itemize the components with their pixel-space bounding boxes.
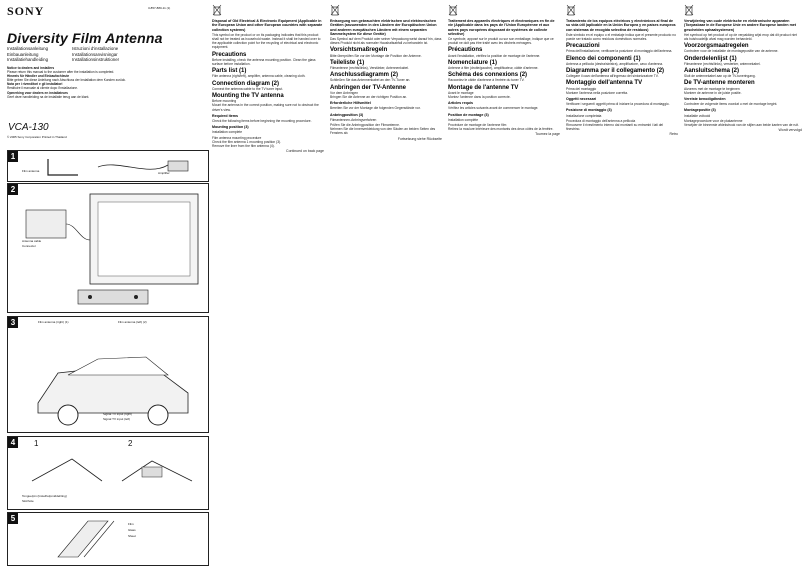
subtitle: Installationsanvisningar bbox=[72, 51, 118, 57]
section-text: Installatie voltooid bbox=[684, 113, 711, 118]
section-heading: Precautions bbox=[212, 51, 247, 58]
body-text: This symbol on the product or on its packaging indicates that this product shall not be treated as household waste. Instead it shall be handed over to the applicable collection point for the recycling of electrical and electronic equipment. bbox=[212, 32, 321, 50]
section-text: Bereiten Sie vor der Montage die folgenden Gegenstände vor. bbox=[330, 106, 421, 111]
figure-step-number: 1 bbox=[34, 439, 39, 448]
section-text: Collegare il cavo dell'antenna all'ingresso del sintonizzatore TV. bbox=[566, 74, 659, 79]
subtitle: Installationsanleitung bbox=[7, 46, 49, 51]
section-heading: Anschlussdiagramm (2) bbox=[330, 72, 399, 79]
text-column-german bbox=[330, 4, 442, 564]
connection-illustration bbox=[20, 190, 206, 308]
liner-removal-illustration bbox=[22, 451, 202, 491]
text-column-italian bbox=[566, 4, 678, 564]
antenna-parts-illustration bbox=[38, 155, 198, 179]
text-column-english bbox=[212, 4, 324, 564]
figure-number: 4 bbox=[8, 437, 18, 448]
figure-4 bbox=[7, 436, 209, 510]
section-text: Vérifiez les articles suivants avant de commencer le montage. bbox=[448, 106, 539, 111]
figure-number: 2 bbox=[8, 184, 18, 195]
figure-caption: Film antenna bbox=[22, 169, 40, 173]
note-text: Restituire il manuale al cliente dopo l'installazione. bbox=[7, 86, 78, 91]
subsection-heading: Anbringposition (3) bbox=[330, 112, 364, 117]
section-heading: Schéma des connexions (2) bbox=[448, 72, 528, 79]
procedure-text: Procédure de montage de l'antenne film Retirez la moulure intérieure des montants des deux côtés de la fenêtre. bbox=[448, 123, 554, 132]
page-continuation: Continued on back page bbox=[286, 149, 324, 154]
section-heading: Precauzioni bbox=[566, 43, 600, 50]
subsection-heading: Articles requis bbox=[448, 101, 473, 106]
note-heading: Hinweis für Händler und Einbaufachleute bbox=[7, 74, 70, 79]
figure-3 bbox=[7, 316, 209, 433]
procedure-text: Procedura di montaggio dell'antenna a pellicola Rimuovere il rivestimento interno dai montanti su entrambi i lati del finestrino. bbox=[566, 118, 664, 132]
brand-logo: SONY bbox=[7, 4, 45, 18]
figure-step-number: 2 bbox=[128, 439, 133, 448]
disposal-heading: Verwijdering van oude elektrische en elektronische apparaten (Toepasbaar in de Europese Unie en andere Europese landen met gescheiden ophaalsystemen) bbox=[684, 19, 796, 32]
figure-2 bbox=[7, 183, 209, 313]
subsection-heading: Montagepositie (3) bbox=[684, 108, 716, 113]
section-heading: Mounting the TV antenna bbox=[212, 93, 284, 100]
section-heading: Diagramma per il collegamento (2) bbox=[566, 68, 665, 75]
section-heading: Teileliste (1) bbox=[330, 59, 365, 66]
section-heading: Aansluitschema (2) bbox=[684, 68, 740, 75]
section-heading: Montaggio dell'antenna TV bbox=[566, 80, 643, 87]
crossed-bin-icon bbox=[566, 4, 576, 16]
section-text: Film antenna (right/left), amplifier, antenna cable, cleaning cloth. bbox=[212, 74, 306, 79]
note-heading: Opmerking voor dealers en installateurs bbox=[7, 90, 68, 95]
model-number: VCA-130 bbox=[8, 122, 49, 133]
section-text: Raccordez le câble d'antenne à l'entrée du tuner TV. bbox=[448, 78, 525, 83]
section-text: Sluit de antennekabel aan op de TV-tuneringang. bbox=[684, 74, 756, 79]
page-continuation: Retro bbox=[669, 132, 678, 137]
page-continuation: Tournez la page bbox=[535, 132, 560, 137]
subsection-heading: Oggetti necessari bbox=[566, 97, 597, 102]
subsection-heading: Erforderliche Hilfsmittel bbox=[330, 101, 371, 106]
section-text: Vor dem Anbringen Bringen Sie die Antenne an der richtigen Position an. bbox=[330, 90, 408, 100]
section-heading: Précautions bbox=[448, 47, 483, 54]
figure-caption: Signal TV input (right) bbox=[103, 412, 132, 416]
subtitle: Einbauanleitung bbox=[7, 51, 39, 57]
section-text: Installation complete bbox=[212, 130, 243, 135]
section-text: Antenne à film (droite/gauche), amplificateur, câble d'antenne. bbox=[448, 66, 539, 71]
dealer-notes bbox=[7, 66, 137, 99]
figure-caption: Sheet bbox=[128, 534, 136, 538]
figure-number: 3 bbox=[8, 317, 18, 328]
section-text: Installation complète bbox=[448, 117, 479, 122]
product-title: Diversity Film Antenna bbox=[7, 30, 163, 46]
section-text: Before mounting Mount the antenna in the correct position, making sure not to obstruct the driver's view. bbox=[212, 99, 319, 112]
section-heading: Parts list (1) bbox=[212, 68, 247, 75]
section-heading: Nomenclature (1) bbox=[448, 59, 498, 66]
subsection-heading: Posizione di montaggio (3) bbox=[566, 108, 612, 113]
section-text: Controleer voor de installatie de montagepositie van de antenne. bbox=[684, 49, 779, 54]
procedure-text: Montageprocedure voor de plakantenne Verwijder de binnenste afdekstrook van de stijlen aan beide kanten van de ruit. bbox=[684, 118, 799, 128]
figure-1 bbox=[7, 150, 209, 182]
figure-caption: Film bbox=[128, 522, 134, 526]
section-text: Verificare i seguenti oggetti prima di iniziare la procedura di montaggio. bbox=[566, 102, 670, 107]
page-continuation: Fortsetzung siehe Rückseite bbox=[397, 136, 442, 141]
section-text: Prima del montaggio Montare l'antenna nella posizione corretta. bbox=[566, 86, 629, 95]
note-text: Geef deze handleiding na de installatie terug aan de klant. bbox=[7, 94, 90, 99]
section-text: Bitte überprüfen Sie vor der Montage die Position der Antenne. bbox=[330, 53, 422, 58]
body-text: Ce symbole, apposé sur le produit ou sur son emballage, indique que ce produit ne doit pas être traité avec les déchets ménagers. bbox=[448, 37, 554, 46]
section-text: Check the following items before beginning the mounting procedure. bbox=[212, 119, 312, 124]
figure-caption: Connector bbox=[22, 244, 36, 248]
section-text: Controleer de volgende items voordat u met de montage begint. bbox=[684, 102, 778, 107]
crossed-bin-icon bbox=[684, 4, 694, 16]
procedure-text: Prüfen Sie die Anbringposition der Filmantenne. Nehmen Sie die Innenverkleidung von den Säulen an beiden Seiten des Fensters ab. bbox=[330, 123, 436, 136]
copyright: © 2005 Sony Corporation Printed in Thailand bbox=[7, 135, 67, 139]
crossed-bin-icon bbox=[212, 4, 222, 16]
section-heading: Vorsichtsmaßregeln bbox=[330, 47, 388, 54]
section-heading: Onderdelenlijst (1) bbox=[684, 55, 737, 62]
figure-number: 5 bbox=[8, 513, 18, 524]
note-text: Please return this manual to the customer after the installation is completed. bbox=[7, 70, 115, 75]
section-text: Filmantenne (rechts/links), versterker, antennekabel. bbox=[684, 61, 761, 66]
page-continuation: Wordt vervolgd bbox=[778, 128, 802, 133]
note-heading: Nota per i rivenditori e gli installatori bbox=[7, 82, 63, 87]
body-text: Het symbool op het product of op de verpakking wijst erop dat dit product niet als huishoudelijk afval mag worden behandeld. bbox=[684, 32, 797, 42]
crossed-bin-icon bbox=[448, 4, 458, 16]
section-text: Filmantenne (rechts/links), Verstärker, Antennenkabel. bbox=[330, 66, 409, 71]
subtitle-list-left bbox=[7, 46, 48, 63]
section-heading: Anbringen der TV-Antenne bbox=[330, 84, 407, 91]
section-text: Filmantennen-Anbringverfahren bbox=[330, 117, 377, 122]
section-heading: Voorzorgsmaatregelen bbox=[684, 43, 749, 50]
note-heading: Notice to dealers and installers bbox=[7, 66, 55, 70]
section-heading: De TV-antenne monteren bbox=[684, 80, 755, 87]
figure-caption: Signal TV input (left) bbox=[103, 417, 131, 421]
body-text: Este símbolo en el equipo o el embalaje indica que el presente producto no puede ser tratado como residuos domésticos normales. bbox=[566, 32, 676, 42]
section-text: Alvorens met de montage te beginnen Monteer de antenne in de juiste positie. bbox=[684, 86, 742, 95]
figure-number: 1 bbox=[8, 151, 18, 162]
text-column-dutch bbox=[684, 4, 802, 564]
section-text: Connect the antenna cable to the TV tuner input. bbox=[212, 86, 284, 91]
disposal-heading: Entsorgung von gebrauchten elektrischen und elektronischen Geräten (anzuwenden in den Ländern der Europäischen Union und anderen europäischen Ländern mit einem separaten Sammelsystem für diese Geräte) bbox=[330, 19, 437, 36]
section-heading: Montage de l'antenne TV bbox=[448, 84, 519, 91]
subtitle: Installatiehandleiding bbox=[7, 57, 49, 62]
section-text: Antenna a pellicola (destra/sinistra), amplificatore, cavo d'antenna. bbox=[566, 61, 664, 66]
film-attachment-illustration bbox=[48, 517, 168, 561]
figure-5 bbox=[7, 512, 209, 566]
doc-code: 3-857-880-11 (1) bbox=[148, 6, 171, 10]
note-text: Bitte geben Sie diese Anleitung nach Abschluss der Installation dem Kunden zurück. bbox=[7, 78, 126, 83]
figure-caption: Tongue/pin (Instelhulpmiddel/ting) bbox=[22, 494, 67, 498]
subsection-heading: Required items bbox=[212, 113, 238, 118]
section-heading: Connection diagram (2) bbox=[212, 80, 280, 87]
subtitle-list-right bbox=[72, 46, 119, 63]
figure-caption: Antenna cable bbox=[22, 239, 42, 243]
section-text: Avant le montage Montez l'antenne dans la position correcte. bbox=[448, 90, 511, 100]
disposal-heading: Tratamiento de los equipos eléctricos y electrónicos al final de su vida útil (aplicable en la Unión Europea y en países europeos con sistemas de recogida selectiva de residuos) bbox=[566, 19, 676, 32]
figure-caption: Glass bbox=[128, 528, 136, 532]
text-column-french bbox=[448, 4, 560, 564]
procedure-text: Film antenna mounting procedure Check the film antenna 1 mounting position (3). Remove the liner from the film antenna (4). bbox=[212, 135, 282, 149]
crossed-bin-icon bbox=[330, 4, 340, 16]
section-text: Avant l'installation, vérifiez la position de montage de l'antenne. bbox=[448, 53, 541, 58]
subtitle: Istruzioni d'installazione bbox=[72, 46, 119, 51]
subsection-heading: Vereiste benodigdheden bbox=[684, 97, 726, 102]
section-text: Before installing, check the antenna mounting position. Clean the glass surface before installation. bbox=[212, 57, 316, 67]
section-text: Schließen Sie das Antennenkabel an den TV-Tuner an. bbox=[330, 78, 411, 83]
disposal-heading: Disposal of Old Electrical & Electronic Equipment (Applicable in the European Union and other European countries with separate collection systems) bbox=[212, 19, 323, 32]
section-text: Installazione completata bbox=[566, 113, 602, 118]
subsection-heading: Mounting position (3) bbox=[212, 125, 249, 130]
figure-caption: Slot/hole bbox=[22, 499, 34, 503]
subtitle: Installationsinstruktioner bbox=[72, 57, 120, 62]
disposal-heading: Traitement des appareils électriques et électroniques en fin de vie (Applicable dans les pays de l'Union Européenne et aux autres pays européens disposant de systèmes de collecte sélective) bbox=[448, 19, 555, 36]
body-text: Das Symbol auf dem Produkt oder seiner Verpackung weist darauf hin, dass dieses Produkt nicht als normaler Haushaltsabfall zu behandeln ist. bbox=[330, 37, 442, 46]
subsection-heading: Position de montage (3) bbox=[448, 112, 489, 117]
figure-caption: Amplifier bbox=[158, 171, 170, 175]
figure-caption: Film antenna (left) (2) bbox=[118, 320, 147, 324]
section-text: Prima dell'installazione, verificare la posizione di montaggio dell'antenna. bbox=[566, 49, 673, 54]
section-heading: Elenco dei componenti (1) bbox=[566, 55, 641, 62]
figure-caption: Film antenna (right) (1) bbox=[38, 320, 69, 324]
